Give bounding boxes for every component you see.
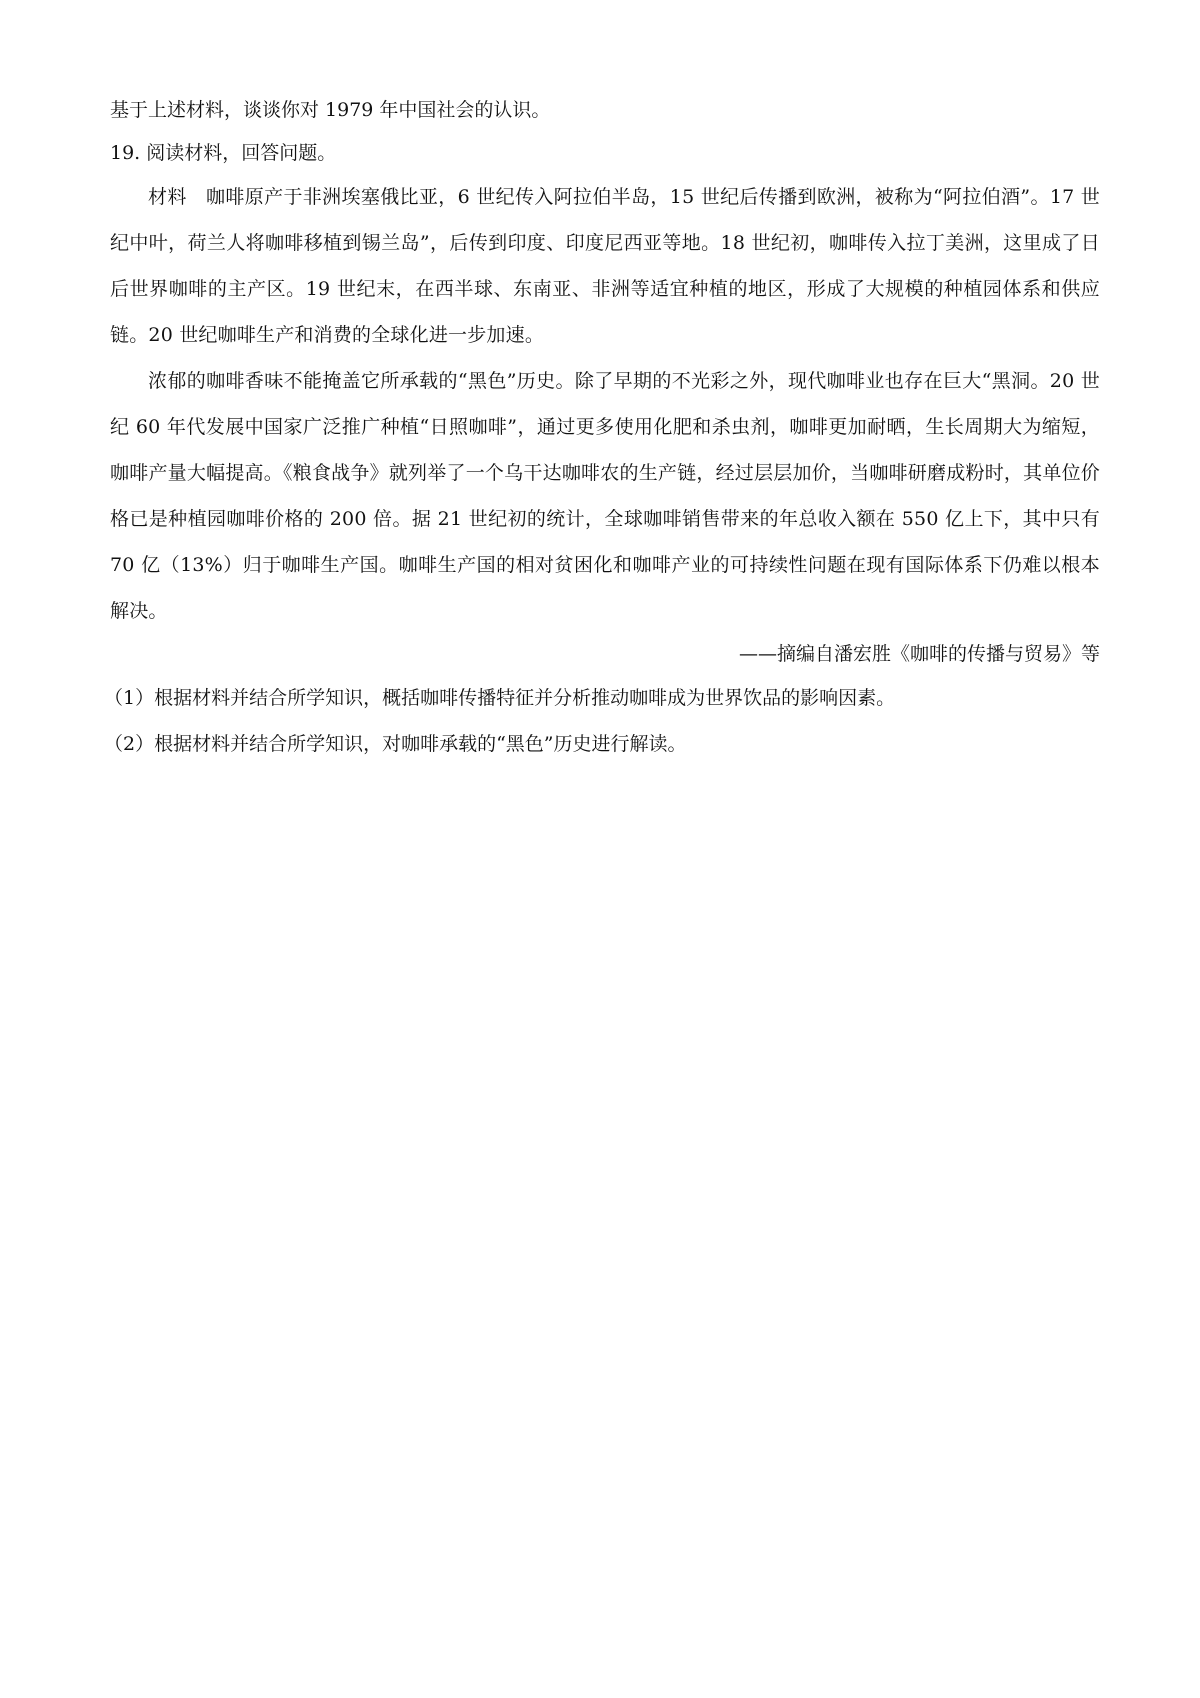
sub-question-2: （2）根据材料并结合所学知识，对咖啡承载的“黑色”历史进行解读。 [104,733,687,755]
material-paragraph-1: 材料 咖啡原产于非洲埃塞俄比亚，6 世纪传入阿拉伯半岛，15 世纪后传播到欧洲，被称为“阿拉伯酒”。17 世纪中叶，荷兰人将咖啡移植到锡兰岛”，后传到印度、印度尼西亚等地。18 世纪初，咖啡传入拉丁美洲，这里成了日后世界咖啡的主产区。19 世纪末，在西半球、东南亚、非洲等适宜种植的地区，形成了大规模的种植园体系和供应链。20 世纪咖啡生产和消费的全球化进一步加速。 [110,186,1100,346]
sub-question-1: （1）根据材料并结合所学知识，概括咖啡传播特征并分析推动咖啡成为世界饮品的影响因素。 [104,687,896,709]
material-source: ——摘编自潘宏胜《咖啡的传播与贸易》等 [738,643,1100,665]
material-paragraph-2: 浓郁的咖啡香味不能掩盖它所承载的“黑色”历史。除了早期的不光彩之外，现代咖啡业也存在巨大“黑洞。20 世纪 60 年代发展中国家广泛推广种植“日照咖啡”，通过更多使用化肥和杀虫剂，咖啡更加耐晒，生长周期大为缩短，咖啡产量大幅提高。《粮食战争》就列举了一个乌干达咖啡农的生产链，经过层层加价，当咖啡研磨成粉时，其单位价格已是种植园咖啡价格的 200 倍。据 21 世纪初的统计，全球咖啡销售带来的年总收入额在 550 亿上下，其中只有 70 亿（13%）归于咖啡生产国。咖啡生产国的相对贫困化和咖啡产业的可持续性问题在现有国际体系下仍难以根本解决。 [110,370,1100,622]
question-19-heading: 19. 阅读材料，回答问题。 [110,142,337,164]
exam-page [104,96,1100,776]
previous-question-prompt: 基于上述材料，谈谈你对 1979 年中国社会的认识。 [110,99,551,121]
